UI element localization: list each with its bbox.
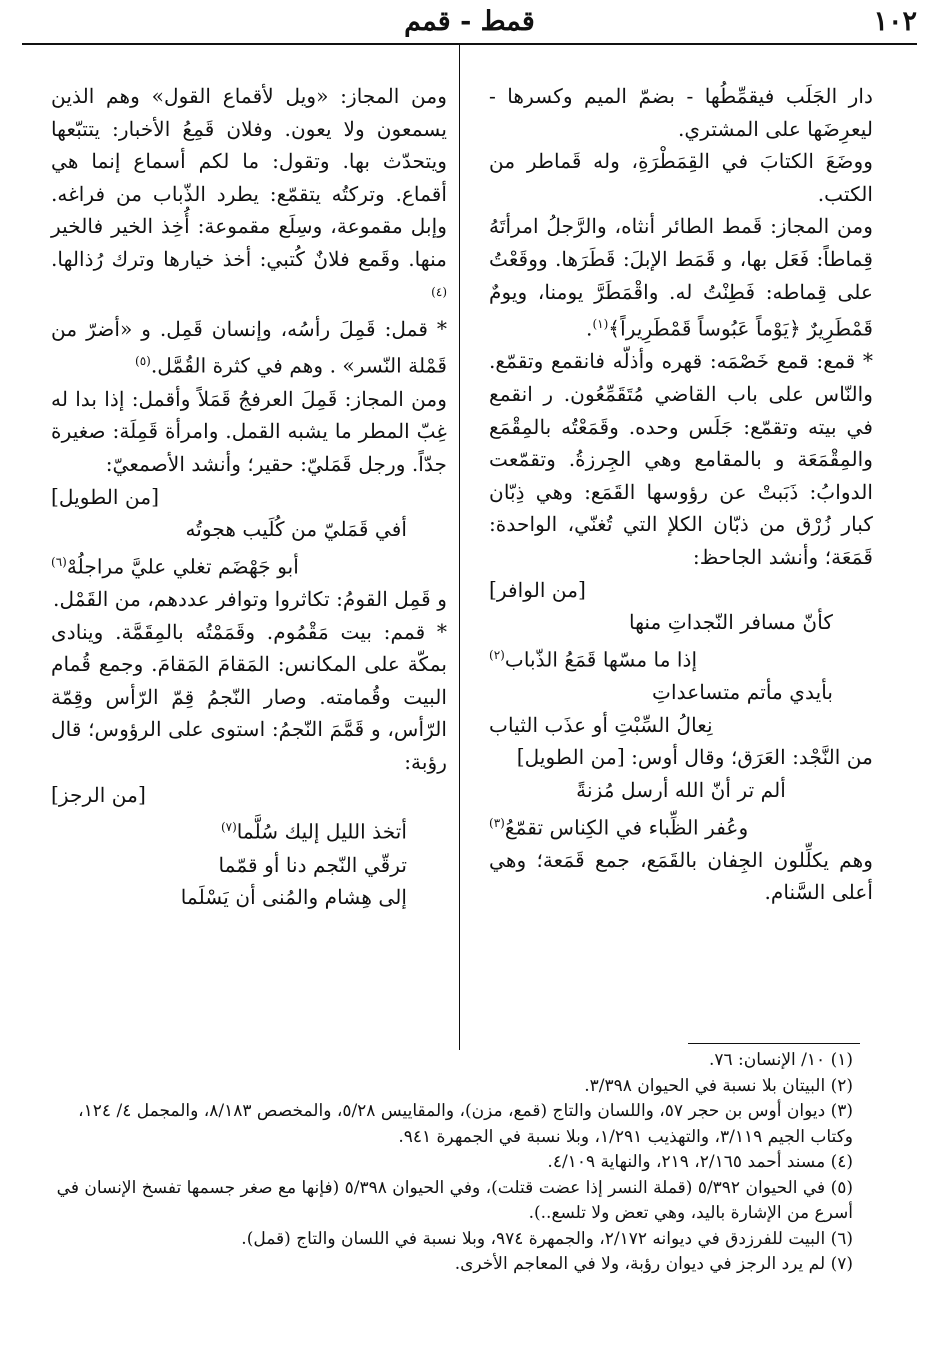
paragraph: [51, 80, 447, 313]
verse-line: نِعالُ السِّبْتِ أو عذَب الثياب: [489, 712, 713, 737]
footnote: (٧) لم يرد الرجز في ديوان رؤبة، ولا في المعاجم الأخرى.: [454, 1254, 853, 1274]
paragraph-text: ومن المجاز: «ويل لأقماع القول» وهم الذين يسمعون ولا يعون. وفلان قَمِعُ الأخبار: يتتبّعها ويتحدّث بها. وتقول: ما لكم أسماع إنما هي أقماع. وتركتُه يتقمّع: يطرد الذّباب من فراغه. وإبل مقموعة، وسِلَع مقموعة: أُخِذ الخير فالخير منها. وقَمع فلانٌ كُتبي: أخذ خيارها وترك رُذالها.: [51, 84, 447, 271]
meter-label: [من الوافر]: [489, 577, 586, 602]
verse-line: [51, 546, 447, 583]
footnote: (٥) في الحيوان ٥/٣٩٢ (قملة النسر إذا عضت قتلت)، وفي الحيوان ٥/٣٩٨ (فإنها مع صغر جسمها تفسخ الإنسان في أسرع من الإشارة باليد، وهي تعض ولا تلسع..).: [56, 1177, 853, 1223]
meter-label: [من الرجز]: [51, 782, 146, 807]
footnote-mark: (٣): [489, 815, 505, 830]
paragraph: ووضَعَ الكتابَ في القِمَطْرَةِ، وله قَماطر من الكتب.: [489, 149, 873, 206]
verse-line: ألم تر أنّ الله أرسل مُزنةً: [576, 777, 786, 802]
footnote-mark: (٤): [431, 284, 447, 299]
verse-text: أتخذ الليل إليك سُلَّما: [236, 820, 407, 844]
header-rule: [22, 43, 917, 45]
entry-qamil: [51, 313, 447, 383]
footnote-rule: [688, 1043, 860, 1044]
running-head: قمط - قمم: [404, 6, 535, 37]
paragraph-text: ومن المجاز: قَمط الطائر أنثاه، والرَّجلُ امرأتَهُ قِماطاً: فَعَل بها، و قَمَط الإبلَ: قَطَرَها. ووقَعْتُ على قِماطه: فَطِنْتُ له. واقْمَطَرَّ يومنا، ويومٌ قَمْطَرِيرٌ ﴿يَوْماً عَبُوساً قَمْطَرِيراً﴾: [489, 214, 873, 341]
left-column: [51, 80, 447, 914]
paragraph: دار الجَلَب فيقمِّطُها - بضمّ الميم وكسرها - ليعرِضَها على المشتري.: [489, 84, 873, 141]
entry-qama: * قمع: قمع خَصْمَه: قهره وأذلّه فانقمع وتقمّع. والنّاس على باب القاضي مُتَقَمِّعُون. ر انقمع في بيته وتقمّع: جَلَس وحده. وقَمَعْتُه بالمِقْمَع والمِقْمَعَة و بالمقامع وهي الجِرزةُ. وتقمّعت الدوابُ: ذَبَبتْ عن رؤوسها القَمَع: وهي ذِبّان كبار زُرْق من ذبّان الكلإ التي تُغنّي، الواحدة: قَمَعَة؛ وأنشد الجاحظ:: [489, 349, 873, 570]
entry-qamam: * قمم: بيت مَقْمُوم. وقَمَمْتُه بالمِقَمَّة. وينادى بمكّة على المكانس: المَقامَ المَقامَ. وجمع قُمام البيت وقُمامته. وصار النّجمُ قِمّ الرّأس وقِمّة الرّأس، و قَمَّمَ النّجمُ: استوى على الرؤوس؛ قال رؤبة:: [51, 619, 447, 775]
paragraph-text: * قمل: قَمِلَ رأسُه، وإنسان قَمِل. و «أضرّ من قَمْلة النّسر» . وهم في كثرة القُمَّل.: [51, 316, 447, 379]
column-divider: [459, 45, 460, 1050]
verse-line: [51, 811, 447, 848]
paragraph: [489, 741, 873, 774]
verse-text: أبو جَهْضَم تغلي عليَّ مراجلُهْ: [66, 554, 299, 579]
meter-label: [من الطويل]: [516, 745, 625, 770]
verse-line: أفي قَمَليّ من كُلَيب هجوتُه: [185, 517, 407, 542]
verse-line: إلى هِشام والمُنى أن يَسْلَما: [180, 885, 407, 910]
page-number: ١٠٢: [873, 6, 917, 37]
verse-text: إذا ما مسّها قَمَعُ الذّباب: [504, 647, 698, 672]
paragraph: ومن المجاز: قَمط الطائر أنثاه، والرَّجلُ امرأتَهُ قِماطاً: فَعَل بها، و قَمَط الإبلَ: قَطَرَها. ووقَعْتُ على قِماطه: فَطِنْتُ له. واقْمَطَرَّ يومنا، ويومٌ قَمْطَرِيرٌ ﴿يَوْماً عَبُوساً قَمْطَرِيراً﴾$^{(١)}$.: [489, 214, 873, 341]
footnote-mark: (٢): [489, 647, 505, 662]
page-header: [22, 6, 917, 42]
verse-text: وعُفر الظِّباء في الكِناس تقمّعُ: [504, 815, 749, 840]
footnote: (٤) مسند أحمد ٢/١٦٥، ٢١٩، والنهاية ٤/١٠٩.: [547, 1152, 853, 1172]
footnote: (٢) البيتان بلا نسبة في الحيوان ٣/٣٩٨.: [584, 1075, 853, 1096]
verse-line: [489, 807, 873, 844]
footnote: (٦) البيت للفرزدق في ديوانه ٢/١٧٢، والجمهرة ٩٧٤، وبلا نسبة في اللسان والتاج (قمل).: [241, 1228, 853, 1249]
footnote-mark: (٦): [51, 554, 67, 569]
paragraph: و قَمِل القومُ: تكاثروا وتوافر عددهم، من القَمْل.: [53, 587, 447, 612]
verse-line: [489, 639, 873, 676]
meter-label: [من الطويل]: [51, 484, 160, 509]
right-column: [489, 80, 873, 909]
footnote-mark: (٥): [135, 354, 151, 369]
footnote-mark: (١): [592, 317, 609, 332]
verse-line: كأنّ مسافر النّجداتِ منها: [628, 610, 833, 635]
paragraph-text: من النَّجْد: العَرَق؛ وقال أوس:: [631, 745, 873, 770]
paragraph: ومن المجاز: قَمِلَ العرفجُ قَمَلاً وأقمل: إذا بدا له غِبّ المطر ما يشبه القمل. وامرأة قَمِلَة: صغيرة جدّاً. ورجل قَمَليّ: حقير؛ وأنشد الأصمعيّ:: [51, 386, 447, 476]
verse-line: ترقّي النّجم دنا أو قمّما: [218, 852, 407, 877]
footnotes: [35, 1048, 853, 1278]
paragraph: وهم يكلِّلون الجِفان بالقَمَع، جمع قَمَعة؛ وهي أعلى السَّنام.: [489, 847, 873, 905]
footnote: (١) ١٠/ الإنسان: ٧٦.: [708, 1050, 853, 1070]
verse-line: بأيدي مأتم متساعداتِ: [652, 680, 833, 705]
footnote: (٣) ديوان أوس بن حجر ٥٧، واللسان والتاج (قمع، مزن)، والمقاييس ٥/٢٨، والمخصص ٨/١٨٣، والمجمل ٤/ ١٢٤، وكتاب الجيم ٣/١١٩، والتهذيب ١/٢٩١، وبلا نسبة في الجمهرة ٩٤١.: [78, 1101, 853, 1147]
footnote-mark: (٧): [220, 820, 237, 835]
